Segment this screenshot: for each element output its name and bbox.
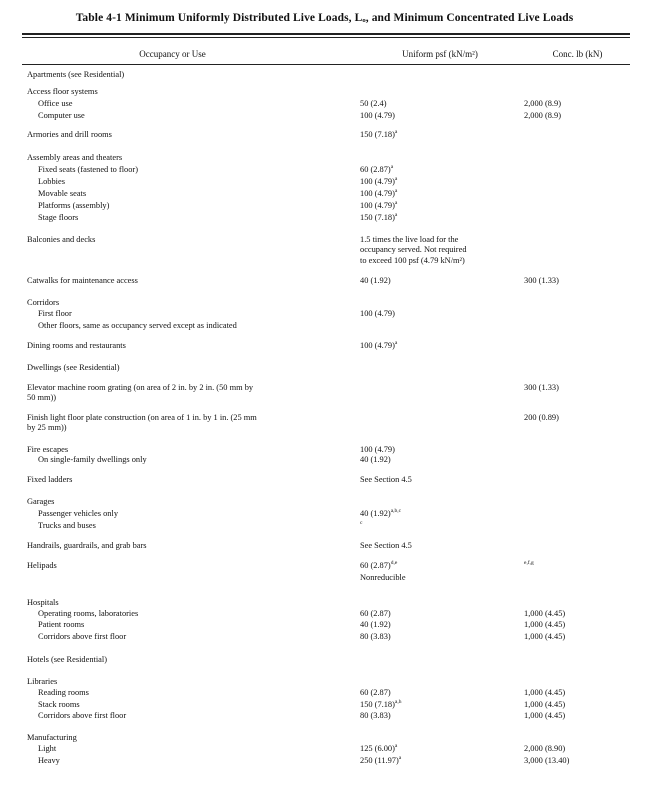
occupancy-cell: Assembly areas and theaters bbox=[27, 153, 123, 162]
footnote-marker: a bbox=[390, 164, 394, 171]
footnote-marker: a bbox=[394, 212, 398, 219]
table-title: Table 4-1 Minimum Uniformly Distributed Live Loads, Lₒ, and Minimum Concentrated Live Loads bbox=[75, 12, 574, 24]
uniform-load-cell: 50 (2.4) bbox=[360, 99, 387, 108]
occupancy-cell: Handrails, guardrails, and grab bars bbox=[27, 541, 147, 550]
concentrated-load-cell: 200 (0.89) bbox=[524, 413, 559, 422]
header-rule bbox=[22, 64, 630, 65]
concentrated-load-cell: 1,000 (4.45) bbox=[524, 632, 566, 641]
uniform-load-cell: 40 (1.92) bbox=[360, 620, 391, 629]
uniform-load-cell: 80 (3.83) bbox=[360, 711, 391, 720]
occupancy-cell: Trucks and buses bbox=[38, 521, 96, 530]
concentrated-load-cell: 1,000 (4.45) bbox=[524, 609, 566, 618]
occupancy-cell: Stack rooms bbox=[38, 700, 80, 709]
uniform-load-cell: 100 $(4.79)^a$ bbox=[360, 200, 398, 210]
occupancy-cell: First floor bbox=[38, 309, 72, 318]
uniform-load-cell: 100 (4.79) bbox=[360, 111, 395, 120]
occupancy-cell: On single-family dwellings only bbox=[38, 455, 147, 464]
footnote-marker: a bbox=[394, 129, 398, 136]
column-header-occupancy: Occupancy or Use bbox=[139, 49, 206, 59]
occupancy-cell: Dining rooms and restaurants bbox=[27, 341, 126, 350]
occupancy-cell: Reading rooms bbox=[38, 688, 89, 697]
occupancy-cell: Computer use bbox=[38, 111, 85, 120]
concentrated-load-cell: 300 (1.33) bbox=[524, 383, 559, 392]
occupancy-cell: Corridors bbox=[27, 298, 60, 307]
footnote-marker: a bbox=[394, 176, 398, 183]
occupancy-cell: Hotels (see Residential) bbox=[27, 655, 108, 664]
uniform-load-cell: See Section 4.5 bbox=[360, 541, 412, 550]
occupancy-cell: Armories and drill rooms bbox=[27, 130, 112, 139]
uniform-load-cell: 60 (2.87) bbox=[360, 688, 391, 697]
uniform-load-cell: to exceed 100 psf (4.79 kN/m²) bbox=[360, 256, 465, 265]
uniform-load-cell: 150 $(7.18)^{a,h}$ bbox=[360, 699, 402, 709]
uniform-load-cell: 40 (1.92) bbox=[360, 455, 391, 464]
occupancy-cell: Other floors, same as occupancy served except as indicated bbox=[38, 321, 237, 330]
concentrated-load-cell: 1,000 (4.45) bbox=[524, 700, 566, 709]
uniform-load-cell: 40 $(1.92)^{a,b,c}$ bbox=[360, 508, 402, 518]
uniform-load-cell: 150 $(7.18)^a$ bbox=[360, 129, 398, 139]
occupancy-cell: 50 mm)) bbox=[27, 393, 57, 402]
uniform-load-cell: 125 $(6.00)^a$ bbox=[360, 743, 398, 753]
footnote-marker: a bbox=[398, 755, 402, 762]
uniform-load-cell: 150 $(7.18)^a$ bbox=[360, 212, 398, 222]
occupancy-cell: Fire escapes bbox=[27, 445, 69, 454]
occupancy-cell: Light bbox=[38, 744, 57, 753]
top-rule-thick bbox=[22, 33, 630, 35]
footnote-marker: a bbox=[394, 340, 398, 347]
concentrated-load-cell: 1,000 (4.45) bbox=[524, 620, 566, 629]
occupancy-cell: Platforms (assembly) bbox=[38, 201, 110, 210]
occupancy-cell: Office use bbox=[38, 99, 73, 108]
occupancy-cell: Balconies and decks bbox=[27, 235, 96, 244]
footnote-marker: a bbox=[394, 200, 398, 207]
footnote-marker: a,h bbox=[394, 699, 402, 706]
footnote-marker: c bbox=[360, 520, 363, 527]
footnote-marker: a,b,c bbox=[390, 508, 402, 515]
occupancy-cell: Apartments (see Residential) bbox=[27, 70, 125, 79]
column-header-concentrated: Conc. lb (kN) bbox=[552, 49, 603, 59]
uniform-load-cell: occupancy served. Not required bbox=[360, 245, 467, 254]
occupancy-cell: Stage floors bbox=[38, 213, 79, 222]
occupancy-cell: Fixed seats (fastened to floor) bbox=[38, 165, 139, 174]
occupancy-cell: Movable seats bbox=[38, 189, 87, 198]
uniform-load-cell: 80 (3.83) bbox=[360, 632, 391, 641]
uniform-load-cell: 100 (4.79) bbox=[360, 445, 395, 454]
concentrated-load-cell: 2,000 (8.9) bbox=[524, 99, 561, 108]
uniform-load-cell: 100 $(4.79)^a$ bbox=[360, 188, 398, 198]
uniform-load-cell: 60 (2.87) bbox=[360, 609, 391, 618]
concentrated-load-cell bbox=[524, 561, 634, 572]
occupancy-cell: Heavy bbox=[38, 756, 60, 765]
occupancy-cell: Helipads bbox=[27, 561, 57, 570]
occupancy-cell: Fixed ladders bbox=[27, 475, 73, 484]
footnote-marker: e,f,g bbox=[524, 560, 534, 567]
concentrated-load-cell: 3,000 (13.40) bbox=[524, 756, 570, 765]
occupancy-cell: Lobbies bbox=[38, 177, 65, 186]
concentrated-load-cell: 2,000 (8.9) bbox=[524, 111, 561, 120]
concentrated-load-cell: 1,000 (4.45) bbox=[524, 688, 566, 697]
concentrated-load-cell: 300 (1.33) bbox=[524, 276, 559, 285]
occupancy-cell: Passenger vehicles only bbox=[38, 509, 119, 518]
occupancy-cell: Operating rooms, laboratories bbox=[38, 609, 139, 618]
footnote-marker: d,e bbox=[390, 560, 398, 567]
occupancy-cell: Finish light floor plate construction (on area of 1 in. by 1 in. (25 mm bbox=[27, 413, 257, 422]
occupancy-cell: Libraries bbox=[27, 677, 58, 686]
uniform-load-cell: See Section 4.5 bbox=[360, 475, 412, 484]
occupancy-cell: Access floor systems bbox=[27, 87, 98, 96]
occupancy-cell: Patient rooms bbox=[38, 620, 85, 629]
occupancy-cell: Manufacturing bbox=[27, 733, 77, 742]
top-rule-thin bbox=[22, 37, 630, 38]
occupancy-cell: Corridors above first floor bbox=[38, 711, 127, 720]
occupancy-cell: by 25 mm)) bbox=[27, 423, 67, 432]
uniform-load-cell: 100 $(4.79)^a$ bbox=[360, 176, 398, 186]
footnote-marker: a bbox=[394, 743, 398, 750]
uniform-load-cell: 60 $(2.87)^a$ bbox=[360, 164, 394, 174]
uniform-load-cell bbox=[360, 521, 520, 532]
occupancy-cell: Corridors above first floor bbox=[38, 632, 127, 641]
uniform-load-cell: 60 $(2.87)^{d,e}$ bbox=[360, 560, 398, 570]
occupancy-cell: Elevator machine room grating (on area of 2 in. by 2 in. (50 mm by bbox=[27, 383, 254, 392]
occupancy-cell: Hospitals bbox=[27, 598, 59, 607]
uniform-load-cell: 250 $(11.97)^a$ bbox=[360, 755, 402, 765]
occupancy-cell: Catwalks for maintenance access bbox=[27, 276, 138, 285]
column-header-uniform: Uniform psf (kN/m²) bbox=[402, 49, 478, 59]
concentrated-load-cell: 1,000 (4.45) bbox=[524, 711, 566, 720]
uniform-load-cell: 1.5 times the live load for the bbox=[360, 235, 459, 244]
occupancy-cell: Garages bbox=[27, 497, 55, 506]
footnote-marker: a bbox=[394, 188, 398, 195]
occupancy-cell: Dwellings (see Residential) bbox=[27, 363, 120, 372]
uniform-load-cell: 100 $(4.79)^a$ bbox=[360, 340, 398, 350]
uniform-load-cell: Nonreducible bbox=[360, 573, 406, 582]
uniform-load-cell: 40 (1.92) bbox=[360, 276, 391, 285]
concentrated-load-cell: 2,000 (8.90) bbox=[524, 744, 566, 753]
uniform-load-cell: 100 (4.79) bbox=[360, 309, 395, 318]
